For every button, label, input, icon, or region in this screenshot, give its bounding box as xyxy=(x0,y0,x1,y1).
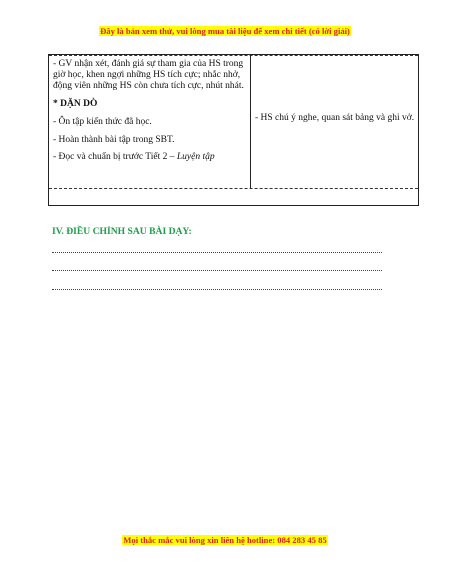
table-row-divider xyxy=(49,188,418,189)
lesson-activity-table xyxy=(48,54,419,206)
blank-answer-line xyxy=(52,289,382,290)
blank-answer-line xyxy=(52,252,382,253)
preview-notice-banner xyxy=(0,26,450,36)
student-activity-cell xyxy=(255,113,415,124)
homework-heading: * DẶN DÒ xyxy=(53,99,98,110)
hotline-banner xyxy=(0,535,450,545)
homework-item: - Hoàn thành bài tập trong SBT. xyxy=(53,134,175,145)
prepare-text: - Đọc và chuẩn bị trước Tiết 2 – xyxy=(53,152,177,163)
prepare-lesson-title: Luyện tập xyxy=(176,152,215,163)
student-activity-text: - HS chú ý nghe, quan sát bảng và ghi vở. xyxy=(255,113,415,123)
blank-answer-line xyxy=(52,270,382,271)
preview-notice-text: Đây là bản xem thử, vui lòng mua tài liệu để xem chi tiết (có lời giải) xyxy=(100,26,350,36)
homework-item-prepare xyxy=(53,152,246,163)
table-top-border xyxy=(49,55,418,56)
teacher-feedback-text: - GV nhận xét, đánh giá sự tham gia của HS trong giờ học, khen ngợi những HS tích cực; nhắc nhở, động viên những HS còn chưa tích cực, nhút nhát. xyxy=(53,59,244,92)
homework-item: - Ôn tập kiến thức đã học. xyxy=(53,116,152,127)
hotline-text: Mọi thắc mắc vui lòng xin liên hệ hotline: 084 283 45 85 xyxy=(123,535,327,545)
table-column-divider xyxy=(250,55,251,188)
teacher-activity-cell xyxy=(53,59,246,170)
section-title: IV. ĐIỀU CHỈNH SAU BÀI DẠY: xyxy=(52,226,192,237)
